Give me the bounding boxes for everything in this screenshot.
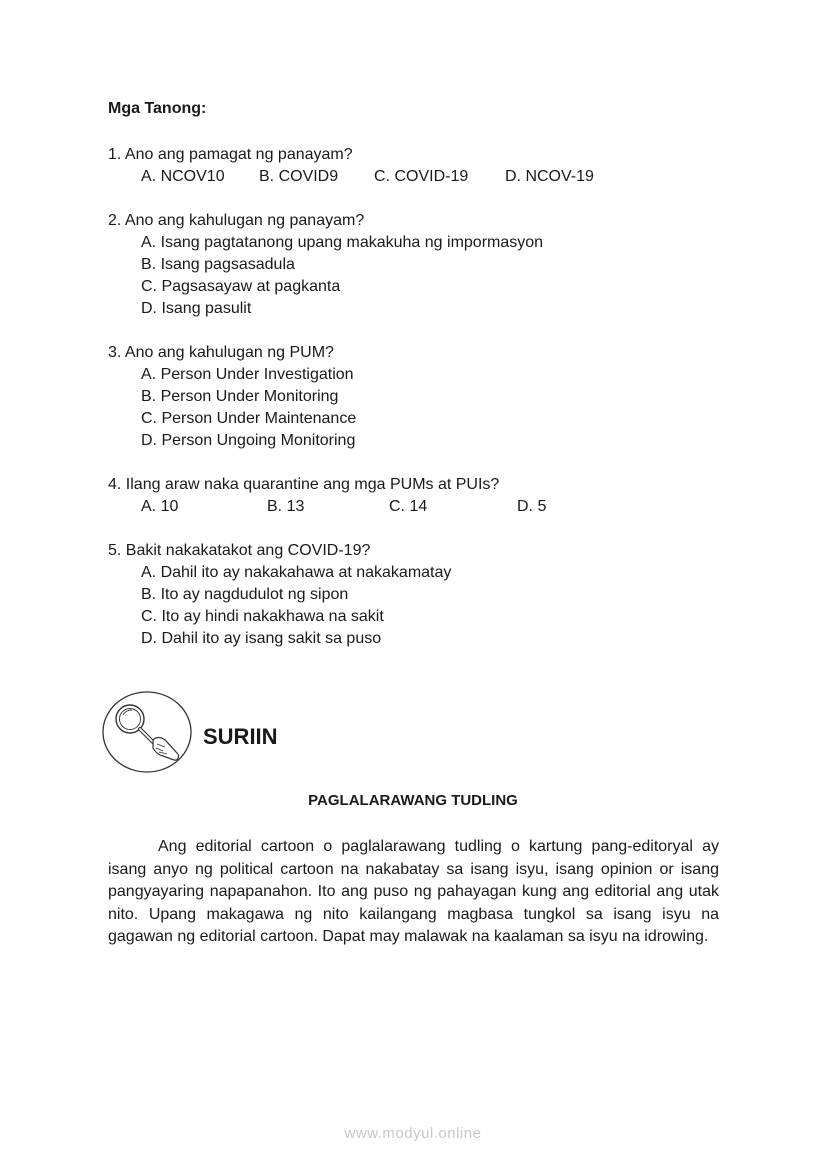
option-b: B. Person Under Monitoring: [141, 388, 339, 405]
question-1: [108, 144, 708, 188]
option-c: C. COVID-19: [374, 168, 469, 185]
question-5: [108, 540, 451, 650]
option-b: B. Isang pagsasadula: [141, 256, 295, 273]
question-stem: 5. Bakit nakakatakot ang COVID-19?: [108, 542, 371, 559]
option-d: D. Isang pasulit: [141, 300, 252, 317]
question-3: [108, 342, 356, 452]
question-stem: 4. Ilang araw naka quarantine ang mga PUMs at PUIs?: [108, 476, 500, 493]
body-paragraph: Ang editorial cartoon o paglalarawang tudling o kartung pang-editoryal ay isang anyo ng political cartoon na nakabatay sa isang isyu, isang opinion or isang pangyayaring napapanahon. Ito ang puso ng pahayagan kung ang editorial ang utak nito. Upang makagawa ng nito kailangang magbasa tungkol sa isang isyu na gagawan ng editorial cartoon. Dapat may malawak na kaalaman sa isyu na idrowing.: [108, 838, 719, 945]
option-b: B. Ito ay nagdudulot ng sipon: [141, 586, 349, 603]
option-d: D. Person Ungoing Monitoring: [141, 432, 356, 449]
question-4: [108, 474, 708, 518]
option-d: D. Dahil ito ay isang sakit sa puso: [141, 630, 382, 647]
question-options: [108, 496, 708, 518]
option-b: B. 13: [267, 498, 305, 515]
option-a: A. Person Under Investigation: [141, 366, 354, 383]
option-a: A. 10: [141, 498, 179, 515]
watermark-footer: www.modyul.online: [344, 1125, 482, 1142]
magnifying-glass-icon: [101, 690, 193, 774]
questions-heading: Mga Tanong:: [108, 100, 207, 117]
option-d: D. 5: [517, 498, 547, 515]
question-options: [108, 166, 708, 188]
option-c: C. Pagsasayaw at pagkanta: [141, 278, 341, 295]
option-a: A. Dahil ito ay nakakahawa at nakakamatay: [141, 564, 452, 581]
section-subtitle: PAGLALARAWANG TUDLING: [308, 792, 518, 809]
option-d: D. NCOV-19: [505, 168, 594, 185]
option-c: C. 14: [389, 498, 428, 515]
question-stem: 2. Ano ang kahulugan ng panayam?: [108, 212, 365, 229]
option-b: B. COVID9: [259, 168, 339, 185]
question-stem: 3. Ano ang kahulugan ng PUM?: [108, 344, 334, 361]
question-stem: 1. Ano ang pamagat ng panayam?: [108, 146, 353, 163]
option-c: C. Person Under Maintenance: [141, 410, 357, 427]
option-a: A. NCOV10: [141, 168, 225, 185]
option-a: A. Isang pagtatanong upang makakuha ng impormasyon: [141, 234, 544, 251]
question-2: [108, 210, 543, 320]
section-title: SURIIN: [203, 724, 278, 749]
option-c: C. Ito ay hindi nakakhawa na sakit: [141, 608, 384, 625]
